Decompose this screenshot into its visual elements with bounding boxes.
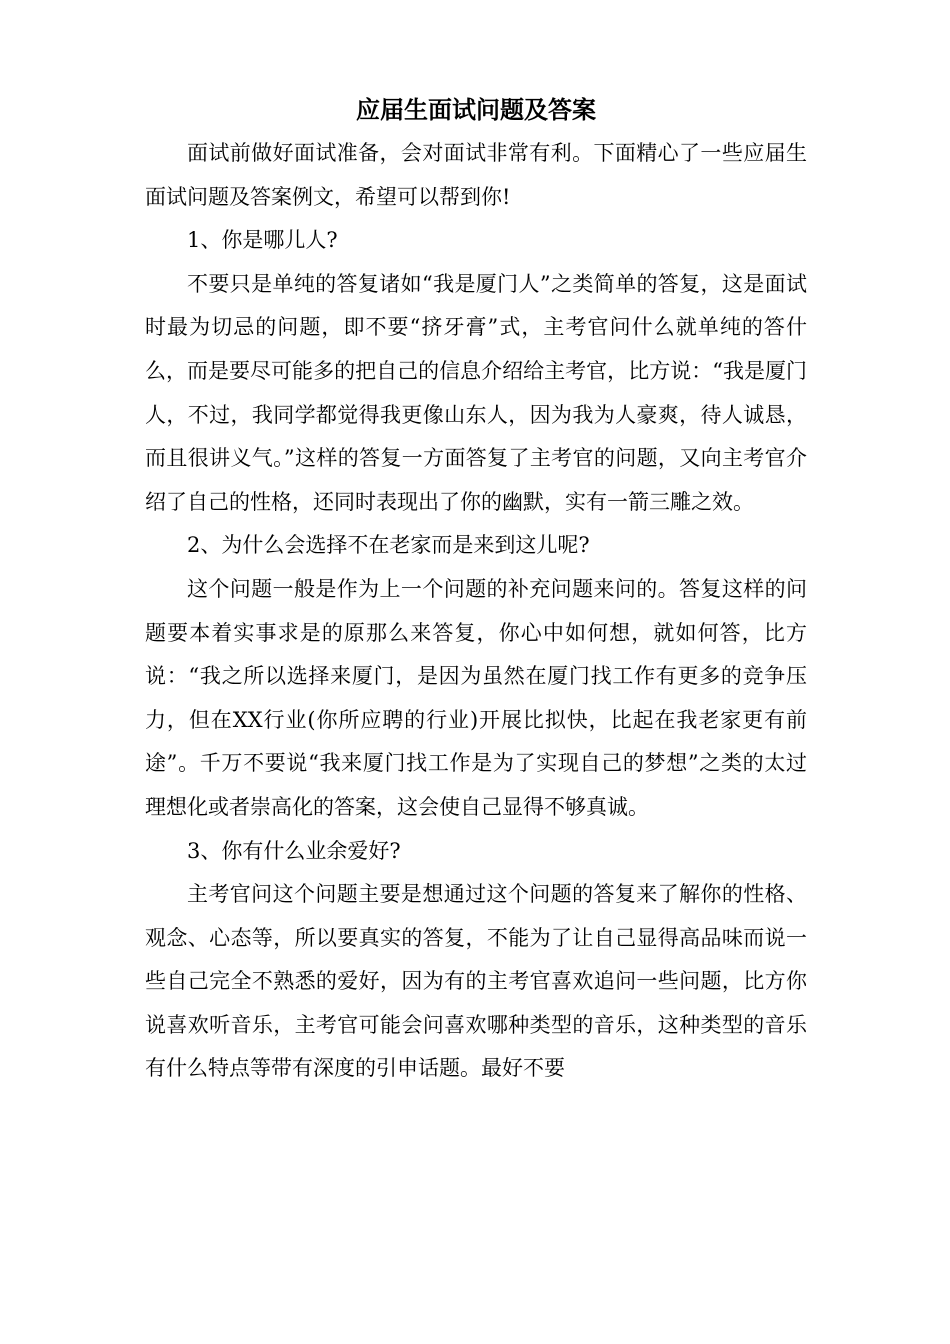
- answer-3: 主考官问这个问题主要是想通过这个问题的答复来了解你的性格、观念、心态等，所以要真实的答复，不能为了让自己显得高品味而说一些自己完全不熟悉的爱好，因为有的主考官喜欢追问一些问题，比方你说喜欢听音乐，主考官可能会问喜欢哪种类型的音乐，这种类型的音乐有什么特点等带有深度的引申话题。最好不要: [145, 882, 807, 1081]
- question-2: 2、为什么会选择不在老家而是来到这儿呢?: [187, 533, 590, 558]
- answer-2: 这个问题一般是作为上一个问题的补充问题来问的。答复这样的问题要本着实事求是的原那么来答复，你心中如何想，就如何答，比方说：“我之所以选择来厦门，是因为虽然在厦门找工作有更多的竞争压力，但在XX行业(你所应聘的行业)开展比拟快，比起在我老家更有前途”。千万不要说“我来厦门找工作是为了实现自己的梦想”之类的太过理想化或者崇高化的答案，这会使自己显得不够真诚。: [145, 576, 807, 819]
- document-page: [145, 88, 807, 1091]
- intro-paragraph: 面试前做好面试准备，会对面试非常有利。下面精心了一些应届生面试问题及答案例文，希望可以帮到你!: [145, 141, 807, 209]
- question-1: 1、你是哪儿人?: [187, 228, 338, 253]
- document-title: 应届生面试问题及答案: [356, 95, 596, 124]
- question-3: 3、你有什么业余爱好?: [187, 838, 401, 863]
- answer-1: 不要只是单纯的答复诸如“我是厦门人”之类简单的答复，这是面试时最为切忌的问题，即不要“挤牙膏”式，主考官问什么就单纯的答什么，而是要尽可能多的把自己的信息介绍给主考官，比方说：“我是厦门人，不过，我同学都觉得我更像山东人，因为我为人豪爽，待人诚恳，而且很讲义气。”这样的答复一方面答复了主考官的问题，又向主考官介绍了自己的性格，还同时表现出了你的幽默，实有一箭三雕之效。: [145, 271, 807, 514]
